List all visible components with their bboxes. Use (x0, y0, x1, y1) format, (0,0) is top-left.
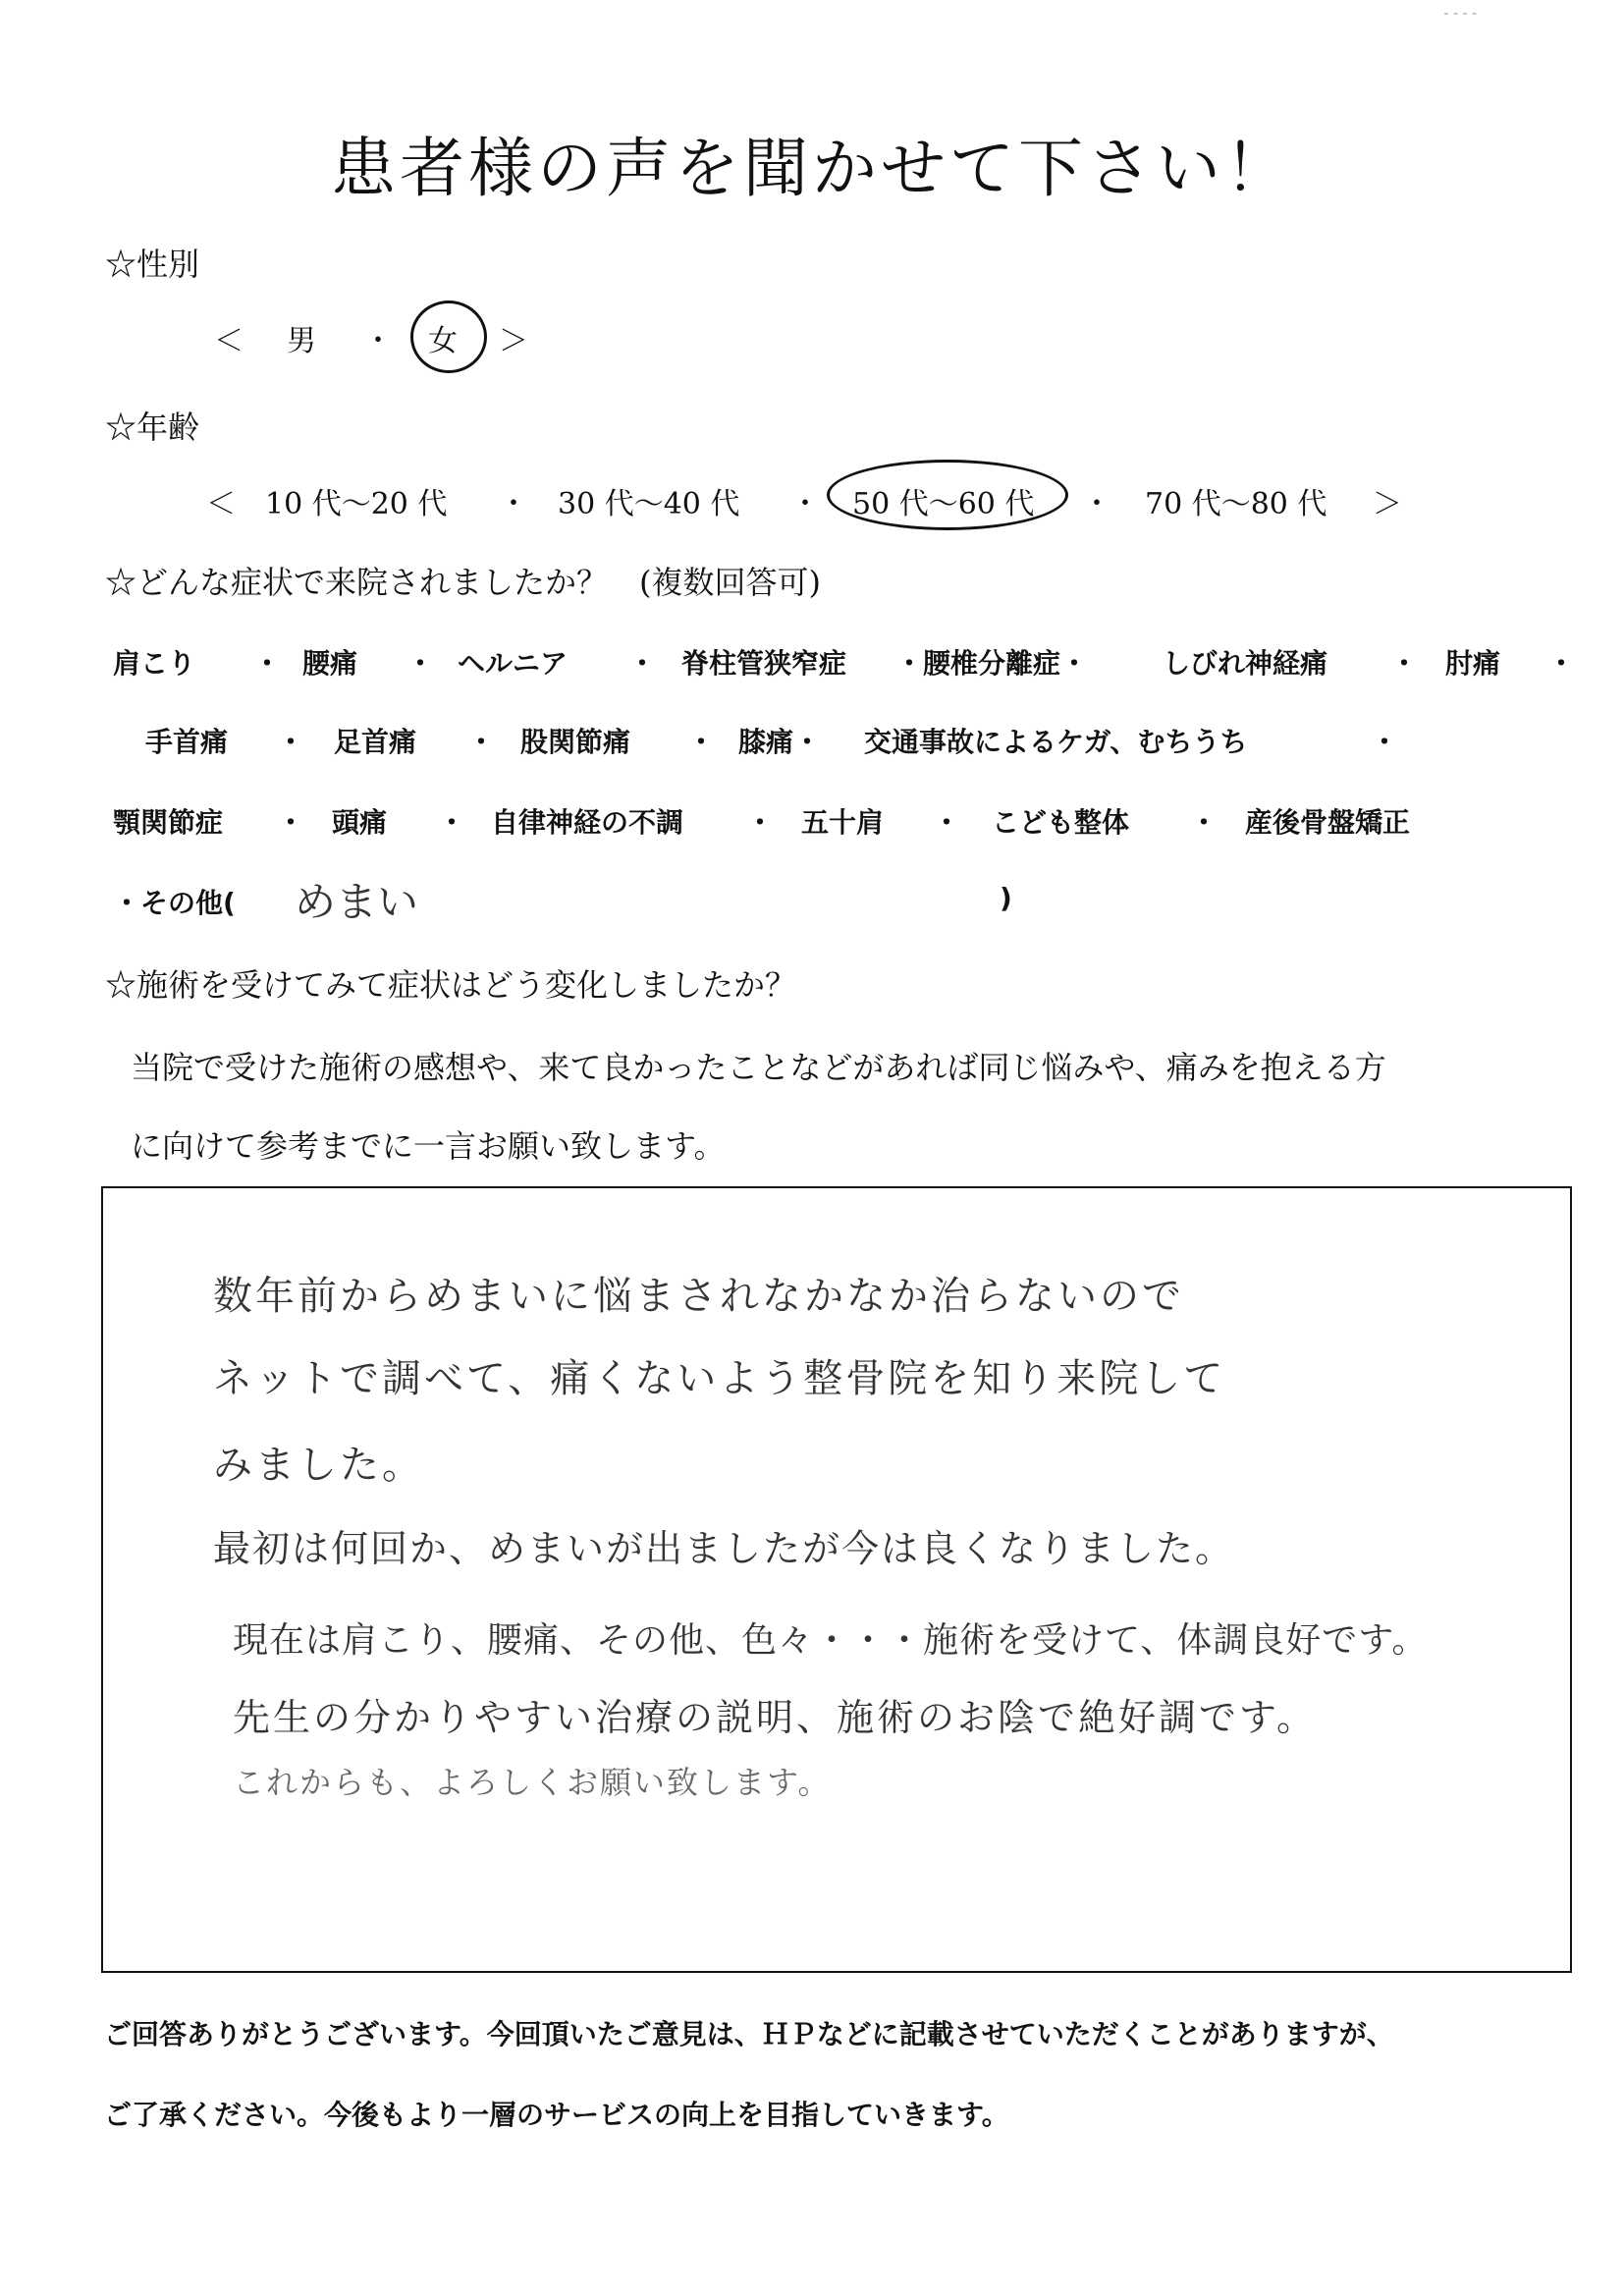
symptom-option[interactable]: 交通事故によるケガ、むちうち (864, 726, 1248, 758)
symptoms-heading: ☆どんな症状で来院されましたか？ (複数回答可) (105, 564, 821, 601)
symptom-separator: ・ (933, 806, 961, 839)
symptom-option[interactable]: 足首痛 (334, 726, 417, 758)
symptom-option[interactable]: ・腰椎分離症・ (895, 647, 1089, 680)
symptom-option[interactable]: ヘルニア (458, 647, 568, 680)
symptom-option[interactable]: 顎関節症 (113, 806, 224, 839)
comment-line: これからも、よろしくお願い致します。 (233, 1764, 832, 1801)
comment-line: 最初は何回か、めまいが出ましたが今は良くなりました。 (213, 1527, 1235, 1570)
symptom-option[interactable]: 肘痛 (1445, 647, 1501, 680)
symptom-separator: ・ (253, 647, 282, 680)
age-separator: ・ (790, 487, 820, 521)
scan-mark: - - - - (1443, 6, 1477, 22)
symptom-option[interactable]: 肩こり (113, 647, 196, 680)
age-option-70-80[interactable]: 70 代～80 代 (1145, 487, 1327, 521)
comment-line: ネットで調べて、痛くないよう整骨院を知り来院して (213, 1356, 1226, 1401)
age-open-bracket: ＜ (206, 487, 236, 521)
symptom-option[interactable]: 五十肩 (801, 806, 885, 839)
change-heading: ☆施術を受けてみて症状はどう変化しましたか？ (105, 966, 797, 1004)
comment-line: 数年前からめまいに悩まされなかなか治らないので (213, 1274, 1184, 1319)
comment-box[interactable] (101, 1186, 1572, 1973)
gender-separator: ・ (363, 324, 393, 358)
symptom-separator: ・ (438, 806, 466, 839)
symptom-separator: ・ (1190, 806, 1218, 839)
gender-option-male[interactable]: 男 (287, 324, 316, 358)
age-close-bracket: ＞ (1373, 487, 1402, 521)
symptom-separator: ・ (687, 726, 716, 758)
symptom-option[interactable]: 自律神経の不調 (491, 806, 684, 839)
comment-line: みました。 (213, 1443, 424, 1488)
selected-circle-mark (827, 460, 1068, 530)
comment-line: 先生の分かりやすい治療の説明、施術のお陰で絶好調です。 (233, 1696, 1317, 1739)
symptom-option[interactable]: 脊柱管狭窄症 (681, 647, 847, 680)
symptom-separator: ・ (628, 647, 657, 680)
page-title: 患者様の声を聞かせて下さい！ (331, 131, 1293, 206)
comment-line: 現在は肩こり、腰痛、その他、色々・・・施術を受けて、体調良好です。 (233, 1620, 1429, 1661)
gender-heading: ☆性別 (105, 246, 200, 283)
gender-option-female[interactable]: 女 (428, 324, 458, 358)
gender-close-bracket: ＞ (499, 324, 528, 358)
symptom-option[interactable]: 手首痛 (145, 726, 229, 758)
symptom-separator: ・ (1371, 726, 1399, 758)
age-option-30-40[interactable]: 30 代～40 代 (558, 487, 740, 521)
symptom-option[interactable]: 産後骨盤矯正 (1245, 806, 1411, 839)
symptom-separator: ・ (1547, 647, 1576, 680)
footer-line2: ご了承ください。今後もより一層のサービスの向上を目指していきます。 (104, 2099, 1009, 2131)
selected-circle-mark (410, 301, 487, 373)
other-label: ・その他( (113, 887, 236, 919)
symptom-separator: ・ (467, 726, 496, 758)
symptom-option[interactable]: こども整体 (992, 806, 1130, 839)
symptom-option[interactable]: 頭痛 (332, 806, 388, 839)
age-option-10-20[interactable]: 10 代～20 代 (265, 487, 448, 521)
change-instruction-line1: 当院で受けた施術の感想や、来て良かったことなどがあれば同じ悩みや、痛みを抱える方 (131, 1049, 1386, 1086)
age-separator: ・ (499, 487, 528, 521)
symptom-separator: ・ (746, 806, 775, 839)
symptom-separator: ・ (1390, 647, 1419, 680)
age-option-50-60[interactable]: 50 代～60 代 (852, 487, 1035, 521)
age-heading: ☆年齢 (105, 409, 200, 446)
symptom-option[interactable]: しびれ神経痛 (1163, 647, 1328, 680)
symptom-option[interactable]: 股関節痛 (520, 726, 631, 758)
change-instruction-line2: に向けて参考までに一言お願い致します。 (131, 1127, 726, 1165)
symptom-separator: ・ (277, 726, 305, 758)
symptom-separator: ・ (406, 647, 435, 680)
gender-open-bracket: ＜ (214, 324, 244, 358)
other-close-paren: ) (1000, 882, 1012, 914)
symptom-separator: ・ (277, 806, 305, 839)
symptom-option[interactable]: 膝痛・ (738, 726, 822, 758)
symptom-option[interactable]: 腰痛 (302, 647, 358, 680)
other-handwritten-value[interactable]: めまい (295, 878, 419, 926)
age-separator: ・ (1082, 487, 1111, 521)
footer-line1: ご回答ありがとうございます。今回頂いたご意見は、ＨＰなどに記載させていただくことがありますが、 (104, 2018, 1394, 2050)
